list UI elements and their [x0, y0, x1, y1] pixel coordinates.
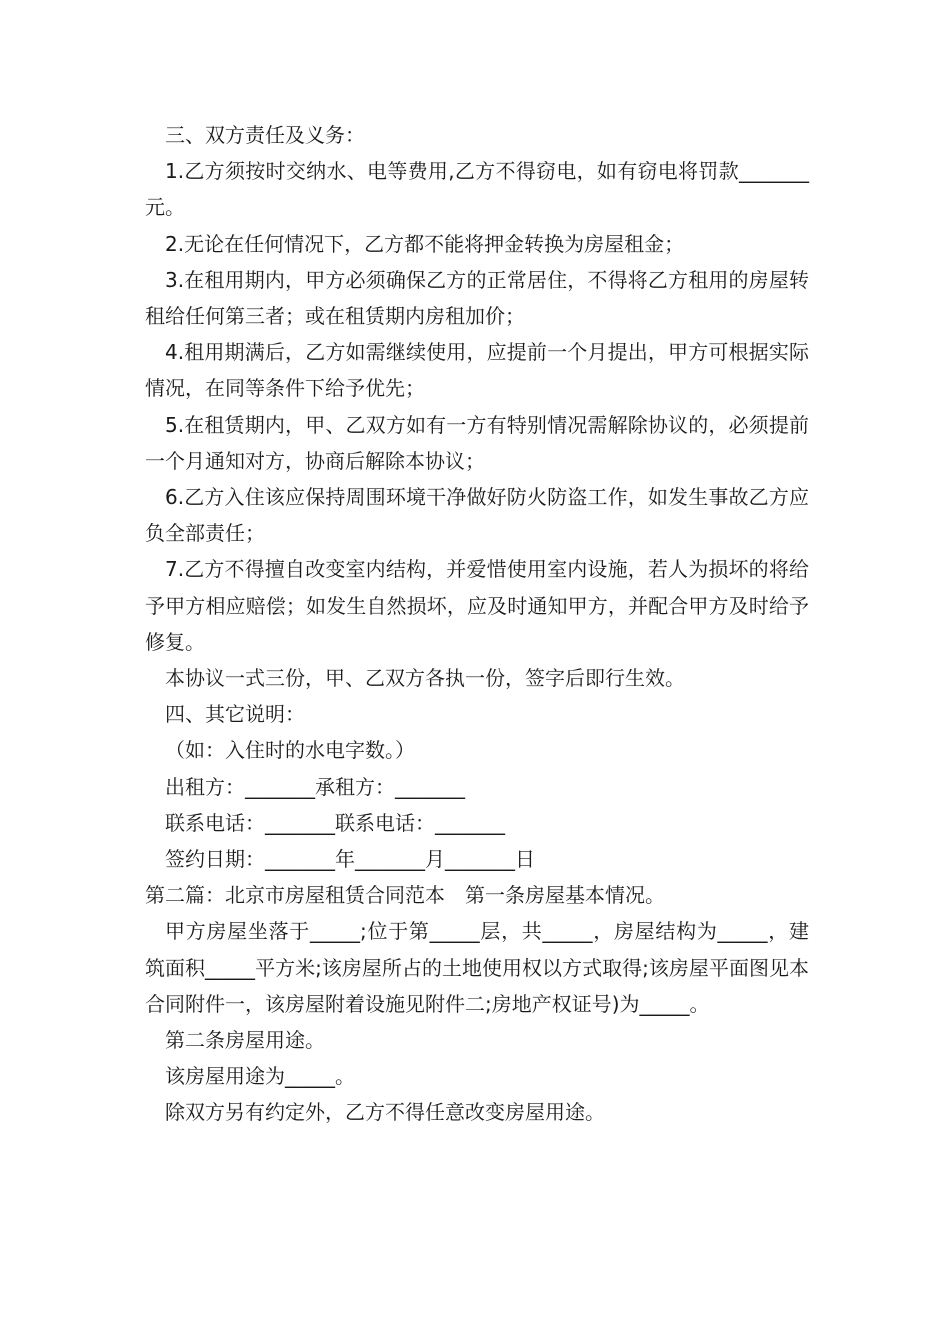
house-basic-info: 甲方房屋坐落于_____;位于第_____层，共_____，房屋结构为_____，建筑面积_____平方米;该房屋所占的土地使用权以方式取得;该房屋平面图见本合同附件一，该房屋附着设施见附件二;房地产权证号)为_____。 [145, 919, 809, 1016]
section-heading-responsibilities: 三、双方责任及义务： [165, 123, 365, 147]
clause-2: 2.无论在任何情况下，乙方都不能将押金转换为房屋租金； [165, 231, 685, 256]
section-heading-other-notes: 四、其它说明： [165, 702, 305, 727]
agreement-copies-note: 本协议一式三份，甲、乙双方各执一份，签字后即行生效。 [165, 666, 685, 691]
purpose-change-restriction: 除双方另有约定外，乙方不得任意改变房屋用途。 [165, 1100, 605, 1125]
clause-5: 5.在租赁期内，甲、乙双方如有一方有特别情况需解除协议的，必须提前一个月通知对方，协商后解除本协议； [145, 412, 809, 473]
signing-date-line: 签约日期：_______年_______月_______日 [165, 847, 535, 872]
part-two-heading: 第二篇：北京市房屋租赁合同范本 第一条房屋基本情况。 [145, 883, 665, 908]
utility-reading-note: （如：入住时的水电字数。） [165, 738, 415, 763]
clause-6: 6.乙方入住该应保持周围环境干净做好防火防盗工作，如发生事故乙方应负全部责任； [145, 485, 809, 546]
house-purpose-line: 该房屋用途为_____。 [165, 1064, 355, 1089]
document-body [145, 117, 809, 1131]
article-two-heading: 第二条房屋用途。 [165, 1028, 325, 1053]
clause-1: 1.乙方须按时交纳水、电等费用,乙方不得窃电，如有窃电将罚款_______元。 [145, 159, 809, 220]
clause-7: 7.乙方不得擅自改变室内结构，并爱惜使用室内设施，若人为损坏的将给予甲方相应赔偿；如发生自然损坏，应及时通知甲方，并配合甲方及时给予修复。 [145, 557, 809, 654]
clause-3: 3.在租用期内，甲方必须确保乙方的正常居住，不得将乙方租用的房屋转租给任何第三者；或在租赁期内房租加价； [145, 267, 809, 329]
clause-4: 4.租用期满后，乙方如需继续使用，应提前一个月提出，甲方可根据实际情况，在同等条件下给予优先； [145, 340, 809, 401]
contact-phone-line: 联系电话：_______联系电话：_______ [165, 810, 505, 835]
signature-parties-line: 出租方：_______承租方：_______ [165, 774, 465, 799]
